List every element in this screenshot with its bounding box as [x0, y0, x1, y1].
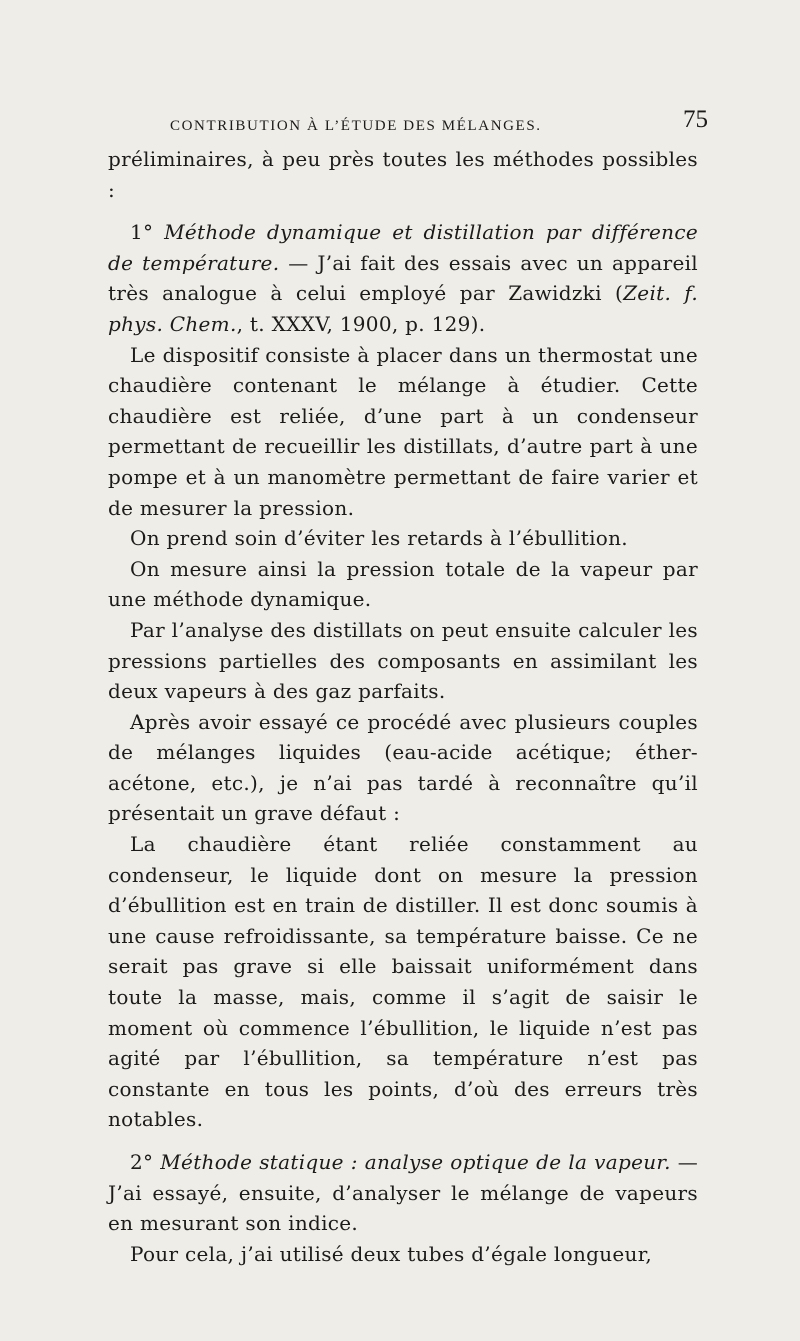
section-title-2: Méthode statique : analyse optique de la vapeur. [160, 1150, 671, 1174]
body-text [108, 144, 698, 1269]
paragraph: Par l’analyse des distillats on peut ensuite calculer les pressions partielles des composants en assimilant les deux vapeurs à des gaz parfaits. [108, 617, 698, 704]
page-number: 75 [683, 106, 708, 133]
paragraph: On mesure ainsi la pression totale de la vapeur par une méthode dynamique. [108, 556, 698, 612]
paragraph-method-2 [108, 1147, 698, 1239]
paragraph: Après avoir essayé ce procédé avec plusieurs couples de mélanges liquides (eau-acide acétique; éther-acétone, etc.), je n’ai pas tardé à reconnaître qu’il présentait un grave défaut : [108, 709, 698, 826]
journal-reference: Zeit. f. phys. Chem. [108, 281, 698, 336]
section-number-1: 1° [130, 220, 165, 245]
section-title-1: Méthode dynamique et distillation par différence de température. [108, 220, 698, 275]
paragraph-continuation: préliminaires, à peu près toutes les méthodes possibles : [108, 147, 698, 202]
paragraph-text: , t. XXXV, 1900, p. 129). [236, 311, 486, 336]
paragraph: Pour cela, j’ai utilisé deux tubes d’égale longueur, [130, 1241, 653, 1266]
paragraph-method-1 [108, 217, 698, 339]
paragraph-text: — J’ai essayé, ensuite, d’analyser le mélange de vapeurs en mesurant son indice. [108, 1150, 698, 1236]
paragraph: La chaudière étant reliée constamment au condenseur, le liquide dont on mesure la pression d’ébullition est en train de distiller. Il est donc soumis à une cause refroidissante, sa température baisse. Ce ne serait pas grave si elle baissait uniformément dans toute la masse, mais, comme il s’agit de saisir le moment où commence l’ébullition, le liquide n’est pas agité par l’ébullition, sa température n’est pas constante en tous les points, d’où des erreurs très notables. [108, 832, 698, 1132]
paragraph: Le dispositif consiste à placer dans un thermostat une chaudière contenant le mélange à étudier. Cette chaudière est reliée, d’une part à un condenseur permettant de recueillir les distillats, d’autre part à une pompe et à un manomètre permettant de faire varier et de mesurer la pression. [108, 342, 698, 520]
running-title: CONTRIBUTION À L’ÉTUDE DES MÉLANGES. [170, 118, 542, 134]
paragraph-text: — J’ai fait des essais avec un appareil très analogue à celui employé par Zawidzki ( [108, 250, 698, 306]
section-number-2: 2° [130, 1150, 161, 1174]
paragraph: On prend soin d’éviter les retards à l’ébullition. [130, 526, 628, 551]
